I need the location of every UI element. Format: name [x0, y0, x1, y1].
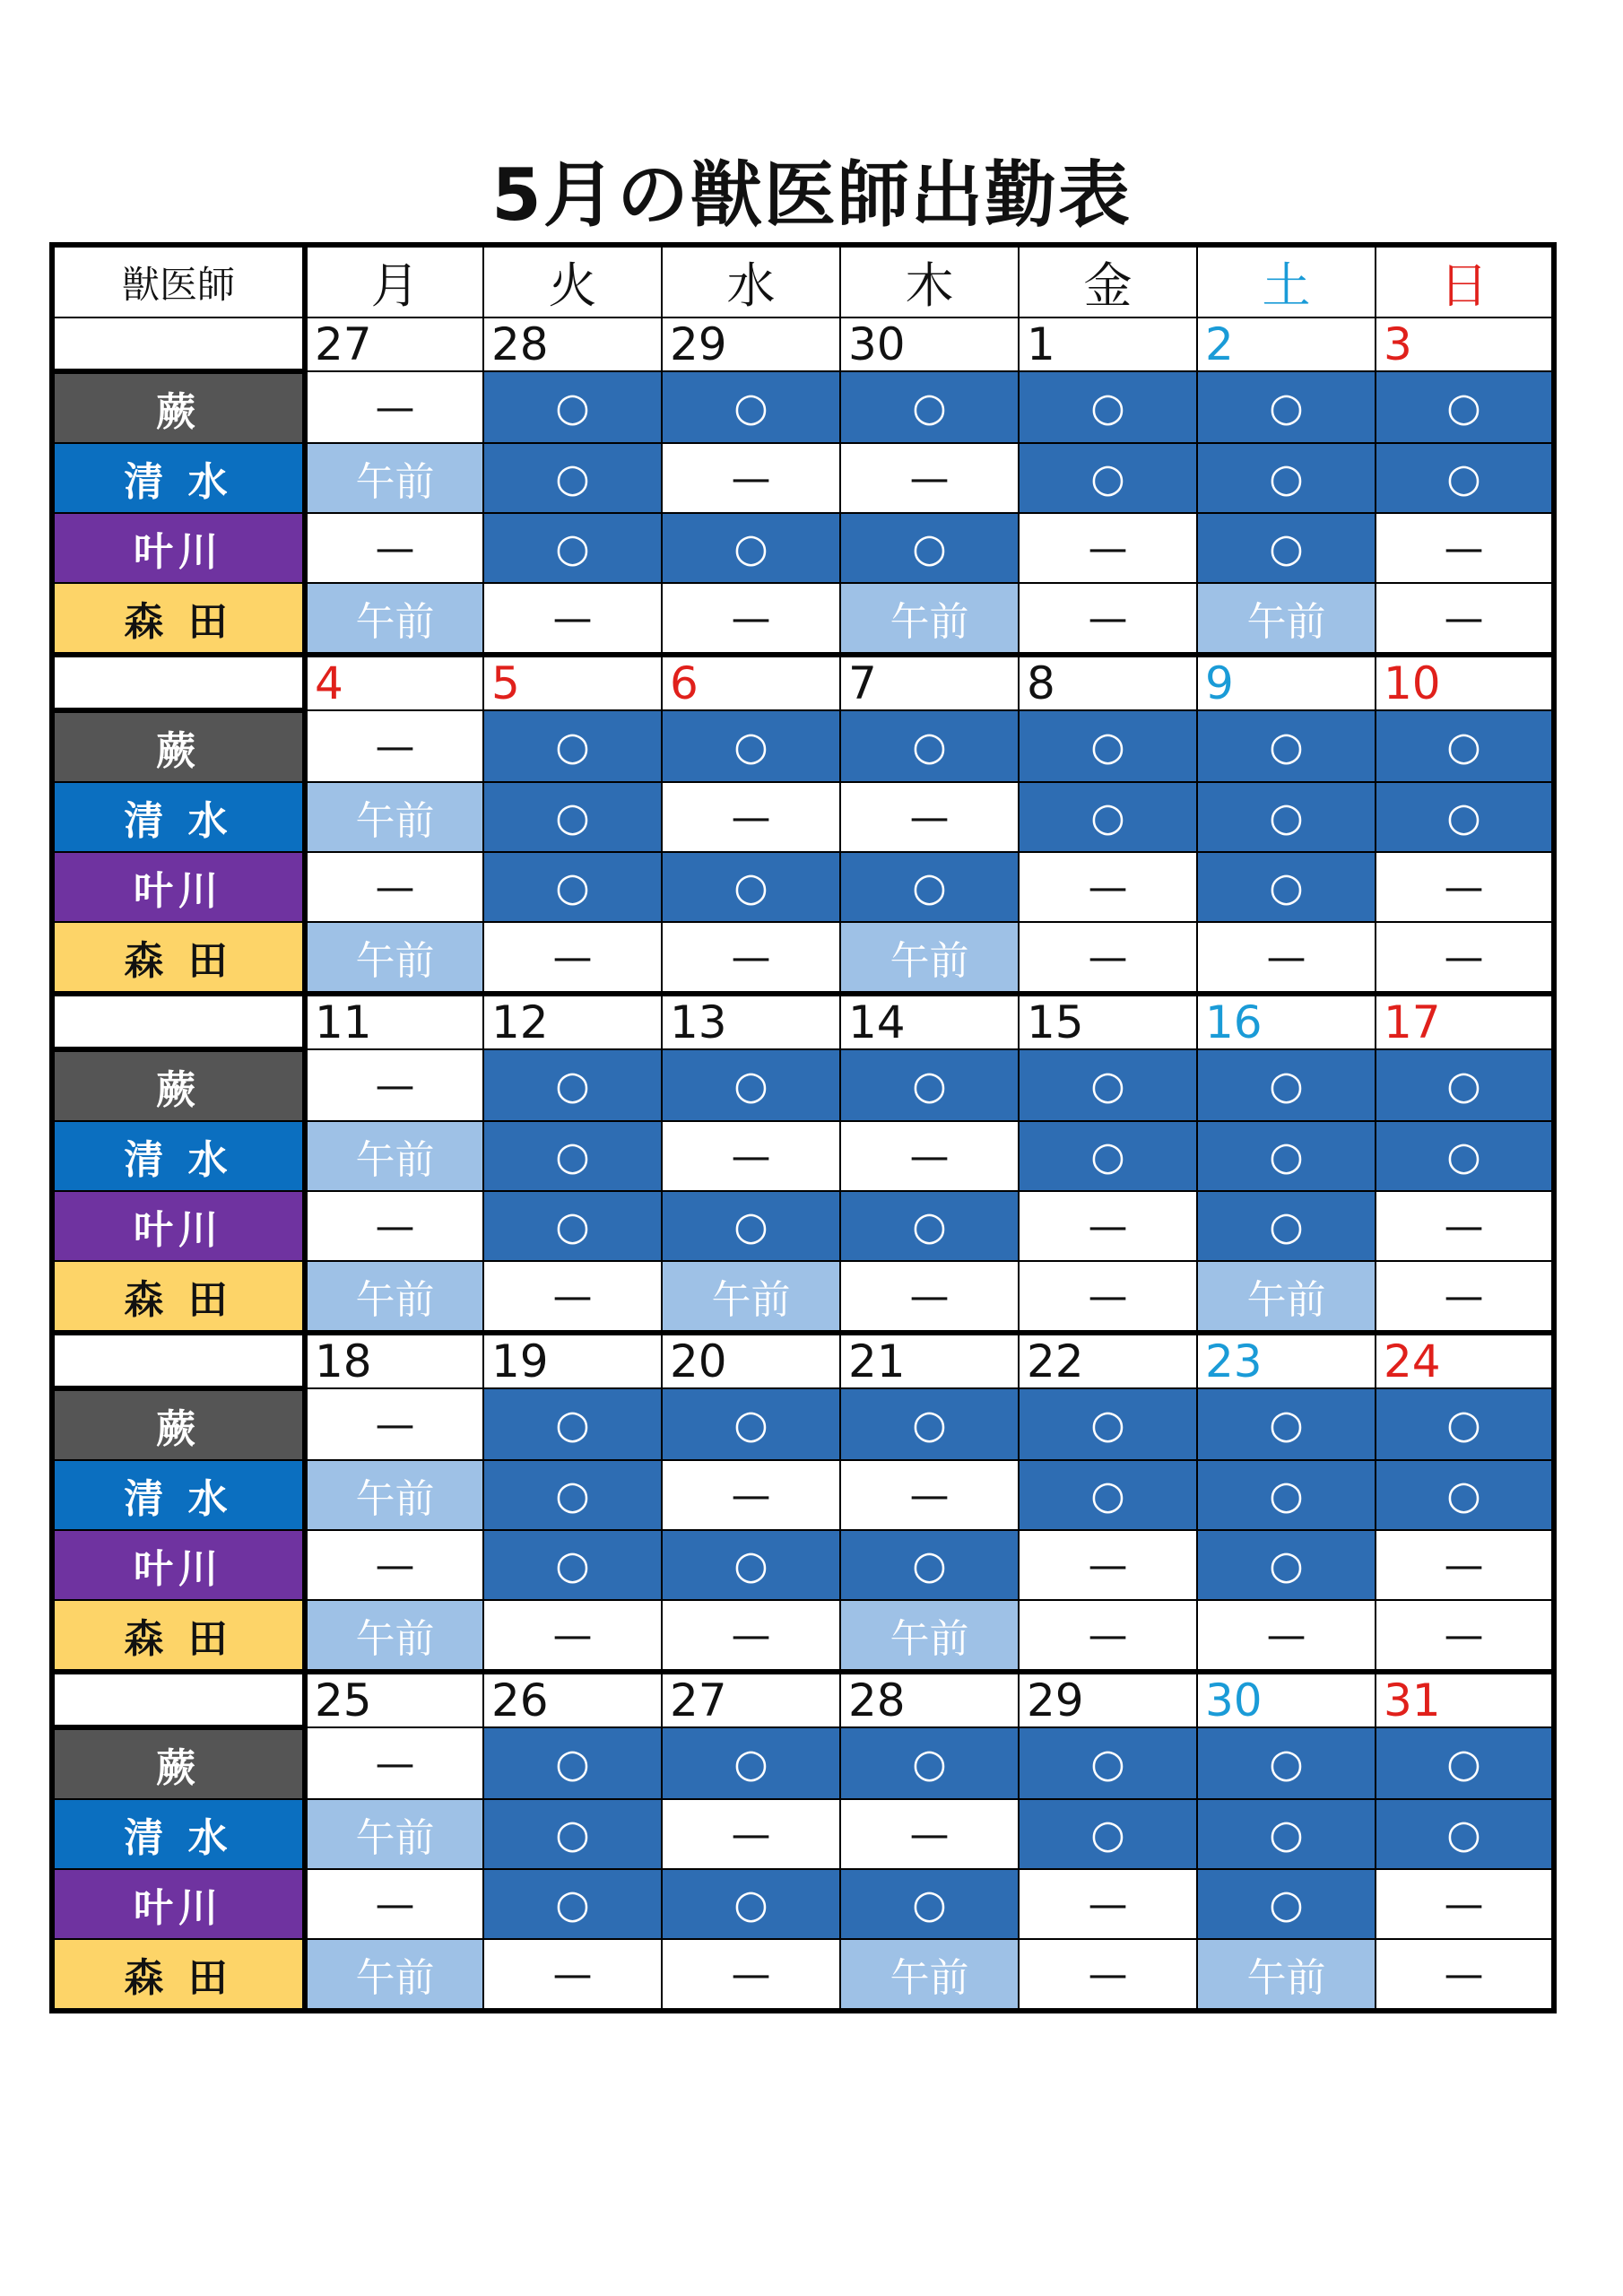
shift-cell: —: [662, 782, 840, 852]
shift-cell: —: [305, 1388, 483, 1460]
date-cell-sat: 30: [1197, 1672, 1376, 1727]
shift-cell: ○: [1197, 443, 1376, 513]
shift-cell: —: [662, 1121, 840, 1191]
vet-row: [52, 513, 1554, 583]
shift-cell: ○: [483, 852, 662, 922]
date-cell-tue: 12: [483, 994, 662, 1049]
date-row-spacer: [52, 1333, 305, 1388]
shift-cell: ○: [483, 710, 662, 782]
date-cell-sat: 16: [1197, 994, 1376, 1049]
vet-name: 蕨: [52, 1049, 305, 1121]
date-cell-mon: 18: [305, 1333, 483, 1388]
shift-cell: 午前: [305, 782, 483, 852]
vet-row: [52, 583, 1554, 655]
vet-name: 清 水: [52, 782, 305, 852]
shift-cell: —: [662, 1939, 840, 2011]
date-row: [52, 317, 1554, 371]
vet-row: [52, 922, 1554, 994]
vet-row: [52, 1261, 1554, 1333]
shift-cell: —: [1019, 922, 1197, 994]
shift-cell: ○: [483, 513, 662, 583]
shift-cell: ○: [1019, 1460, 1197, 1530]
shift-cell: 午前: [305, 443, 483, 513]
date-cell-mon: 27: [305, 317, 483, 371]
vet-row: [52, 1939, 1554, 2011]
shift-cell: ○: [1376, 1799, 1554, 1869]
shift-cell: 午前: [305, 1600, 483, 1672]
shift-cell: ○: [1376, 1049, 1554, 1121]
shift-cell: —: [305, 710, 483, 782]
shift-cell: ○: [662, 1530, 840, 1600]
shift-cell: —: [1376, 513, 1554, 583]
shift-cell: ○: [1197, 1869, 1376, 1939]
date-cell-wed: 13: [662, 994, 840, 1049]
shift-cell: ○: [1197, 1727, 1376, 1799]
weekday-fri: 金: [1019, 245, 1197, 317]
shift-cell: ○: [1197, 1121, 1376, 1191]
shift-cell: ○: [840, 710, 1019, 782]
date-cell-thu: 14: [840, 994, 1019, 1049]
shift-cell: —: [305, 1727, 483, 1799]
shift-cell: —: [840, 443, 1019, 513]
shift-cell: ○: [1019, 1121, 1197, 1191]
shift-cell: —: [1019, 1530, 1197, 1600]
shift-cell: ○: [483, 371, 662, 443]
shift-cell: 午前: [305, 583, 483, 655]
shift-cell: —: [483, 922, 662, 994]
date-cell-thu: 7: [840, 655, 1019, 710]
weekday-mon: 月: [305, 245, 483, 317]
vet-row: [52, 782, 1554, 852]
shift-cell: ○: [483, 1388, 662, 1460]
shift-cell: —: [840, 782, 1019, 852]
date-row-spacer: [52, 994, 305, 1049]
shift-cell: —: [1376, 1939, 1554, 2011]
shift-cell: —: [483, 1939, 662, 2011]
shift-cell: 午前: [305, 1121, 483, 1191]
date-row-spacer: [52, 317, 305, 371]
shift-cell: —: [662, 1600, 840, 1672]
vet-name: 清 水: [52, 1460, 305, 1530]
vet-row: [52, 1600, 1554, 1672]
vet-row: [52, 1530, 1554, 1600]
shift-cell: 午前: [840, 1939, 1019, 2011]
vet-row: [52, 1869, 1554, 1939]
shift-cell: —: [1376, 583, 1554, 655]
date-cell-mon: 25: [305, 1672, 483, 1727]
date-cell-thu: 28: [840, 1672, 1019, 1727]
vet-name: 叶川: [52, 1191, 305, 1261]
vet-name: 蕨: [52, 710, 305, 782]
date-cell-sat: 2: [1197, 317, 1376, 371]
vet-name: 森 田: [52, 1939, 305, 2011]
date-cell-tue: 26: [483, 1672, 662, 1727]
shift-cell: ○: [1019, 1049, 1197, 1121]
shift-cell: —: [483, 1261, 662, 1333]
shift-cell: ○: [1376, 782, 1554, 852]
shift-cell: ○: [840, 1530, 1019, 1600]
shift-cell: —: [662, 583, 840, 655]
vet-row: [52, 1460, 1554, 1530]
shift-cell: ○: [1197, 1388, 1376, 1460]
vet-name: 叶川: [52, 1530, 305, 1600]
shift-cell: ○: [1019, 710, 1197, 782]
shift-cell: ○: [483, 1121, 662, 1191]
shift-cell: —: [662, 922, 840, 994]
vet-name: 森 田: [52, 1261, 305, 1333]
shift-cell: ○: [483, 782, 662, 852]
weekday-header-row: [52, 245, 1554, 317]
shift-cell: 午前: [1197, 583, 1376, 655]
shift-cell: —: [1019, 513, 1197, 583]
vet-name: 森 田: [52, 1600, 305, 1672]
shift-cell: ○: [1019, 1727, 1197, 1799]
shift-cell: —: [1019, 583, 1197, 655]
shift-cell: —: [1019, 1600, 1197, 1672]
shift-cell: ○: [1197, 1460, 1376, 1530]
date-row: [52, 994, 1554, 1049]
shift-cell: ○: [483, 1799, 662, 1869]
date-cell-sat: 23: [1197, 1333, 1376, 1388]
shift-cell: —: [305, 513, 483, 583]
vet-row: [52, 443, 1554, 513]
shift-cell: 午前: [1197, 1261, 1376, 1333]
date-cell-tue: 19: [483, 1333, 662, 1388]
shift-cell: —: [305, 1530, 483, 1600]
shift-cell: ○: [662, 1727, 840, 1799]
date-cell-sun: 24: [1376, 1333, 1554, 1388]
shift-cell: ○: [840, 1191, 1019, 1261]
vet-row: [52, 1388, 1554, 1460]
shift-cell: —: [662, 1460, 840, 1530]
shift-cell: —: [840, 1799, 1019, 1869]
shift-cell: —: [1019, 1869, 1197, 1939]
shift-cell: ○: [662, 710, 840, 782]
date-cell-fri: 22: [1019, 1333, 1197, 1388]
shift-cell: ○: [1197, 1530, 1376, 1600]
vet-row: [52, 1727, 1554, 1799]
shift-cell: —: [1019, 1261, 1197, 1333]
shift-cell: ○: [840, 852, 1019, 922]
shift-cell: ○: [1197, 513, 1376, 583]
vet-name: 森 田: [52, 583, 305, 655]
vet-row: [52, 1799, 1554, 1869]
shift-cell: 午前: [840, 922, 1019, 994]
shift-cell: ○: [1019, 443, 1197, 513]
date-cell-wed: 20: [662, 1333, 840, 1388]
date-cell-sun: 31: [1376, 1672, 1554, 1727]
date-row-spacer: [52, 655, 305, 710]
shift-cell: ○: [483, 1049, 662, 1121]
weekday-sun: 日: [1376, 245, 1554, 317]
date-row: [52, 1672, 1554, 1727]
shift-cell: 午前: [662, 1261, 840, 1333]
shift-cell: ○: [1197, 1191, 1376, 1261]
weekday-tue: 火: [483, 245, 662, 317]
shift-cell: ○: [840, 513, 1019, 583]
shift-cell: ○: [662, 1869, 840, 1939]
shift-cell: —: [840, 1460, 1019, 1530]
shift-cell: ○: [483, 443, 662, 513]
shift-cell: ○: [483, 1191, 662, 1261]
shift-cell: —: [1376, 852, 1554, 922]
date-cell-tue: 28: [483, 317, 662, 371]
shift-cell: ○: [1376, 371, 1554, 443]
date-cell-wed: 29: [662, 317, 840, 371]
date-row-spacer: [52, 1672, 305, 1727]
date-row: [52, 655, 1554, 710]
shift-cell: —: [1376, 1530, 1554, 1600]
shift-cell: ○: [1376, 1121, 1554, 1191]
vet-row: [52, 710, 1554, 782]
vet-column-header: 獣医師: [52, 245, 305, 317]
date-cell-wed: 6: [662, 655, 840, 710]
shift-cell: —: [840, 1121, 1019, 1191]
vet-name: 清 水: [52, 1121, 305, 1191]
date-cell-fri: 8: [1019, 655, 1197, 710]
date-cell-sun: 17: [1376, 994, 1554, 1049]
shift-cell: ○: [840, 1869, 1019, 1939]
vet-name: 森 田: [52, 922, 305, 994]
vet-row: [52, 1191, 1554, 1261]
page-title: 5月の獣医師出勤表: [491, 153, 1132, 237]
shift-cell: —: [483, 1600, 662, 1672]
shift-cell: ○: [840, 1388, 1019, 1460]
weekday-sat: 土: [1197, 245, 1376, 317]
date-cell-sun: 10: [1376, 655, 1554, 710]
date-cell-fri: 1: [1019, 317, 1197, 371]
weekday-wed: 水: [662, 245, 840, 317]
shift-cell: —: [1376, 1600, 1554, 1672]
shift-cell: ○: [483, 1869, 662, 1939]
shift-cell: 午前: [305, 922, 483, 994]
date-row: [52, 1333, 1554, 1388]
shift-cell: —: [305, 1191, 483, 1261]
shift-cell: —: [1019, 1939, 1197, 2011]
date-cell-fri: 15: [1019, 994, 1197, 1049]
shift-cell: ○: [662, 1191, 840, 1261]
shift-cell: ○: [840, 371, 1019, 443]
shift-cell: 午前: [305, 1460, 483, 1530]
shift-cell: ○: [483, 1530, 662, 1600]
date-cell-thu: 30: [840, 317, 1019, 371]
schedule-table: [49, 242, 1557, 2013]
date-cell-thu: 21: [840, 1333, 1019, 1388]
shift-cell: ○: [1376, 443, 1554, 513]
vet-name: 蕨: [52, 371, 305, 443]
vet-row: [52, 1049, 1554, 1121]
shift-cell: ○: [1197, 782, 1376, 852]
shift-cell: —: [1376, 1869, 1554, 1939]
date-cell-tue: 5: [483, 655, 662, 710]
shift-cell: 午前: [305, 1799, 483, 1869]
vet-name: 清 水: [52, 1799, 305, 1869]
shift-cell: —: [1376, 1191, 1554, 1261]
weekday-thu: 木: [840, 245, 1019, 317]
shift-cell: ○: [1197, 710, 1376, 782]
shift-cell: ○: [662, 1388, 840, 1460]
shift-cell: ○: [1019, 782, 1197, 852]
date-cell-mon: 11: [305, 994, 483, 1049]
shift-cell: —: [305, 1049, 483, 1121]
vet-row: [52, 371, 1554, 443]
shift-cell: ○: [840, 1049, 1019, 1121]
date-cell-wed: 27: [662, 1672, 840, 1727]
shift-cell: —: [662, 1799, 840, 1869]
shift-cell: —: [840, 1261, 1019, 1333]
shift-cell: 午前: [305, 1261, 483, 1333]
vet-name: 清 水: [52, 443, 305, 513]
shift-cell: ○: [1376, 1727, 1554, 1799]
shift-cell: ○: [1197, 371, 1376, 443]
shift-cell: 午前: [840, 583, 1019, 655]
date-cell-sat: 9: [1197, 655, 1376, 710]
date-cell-fri: 29: [1019, 1672, 1197, 1727]
shift-cell: ○: [1019, 371, 1197, 443]
vet-name: 蕨: [52, 1727, 305, 1799]
shift-cell: 午前: [305, 1939, 483, 2011]
shift-cell: —: [1197, 922, 1376, 994]
shift-cell: —: [305, 371, 483, 443]
shift-cell: —: [483, 583, 662, 655]
shift-cell: —: [1019, 852, 1197, 922]
shift-cell: ○: [840, 1727, 1019, 1799]
shift-cell: ○: [1197, 1049, 1376, 1121]
shift-cell: ○: [1197, 1799, 1376, 1869]
shift-cell: —: [1197, 1600, 1376, 1672]
vet-name: 叶川: [52, 513, 305, 583]
shift-cell: —: [305, 852, 483, 922]
shift-cell: —: [662, 443, 840, 513]
shift-cell: ○: [483, 1727, 662, 1799]
shift-cell: ○: [662, 852, 840, 922]
shift-cell: —: [1019, 1191, 1197, 1261]
shift-cell: ○: [1376, 1388, 1554, 1460]
date-cell-sun: 3: [1376, 317, 1554, 371]
shift-cell: —: [1376, 1261, 1554, 1333]
shift-cell: ○: [662, 513, 840, 583]
shift-cell: ○: [1197, 852, 1376, 922]
shift-cell: —: [1376, 922, 1554, 994]
shift-cell: 午前: [840, 1600, 1019, 1672]
vet-row: [52, 852, 1554, 922]
shift-cell: ○: [1019, 1388, 1197, 1460]
shift-cell: ○: [1376, 710, 1554, 782]
vet-name: 叶川: [52, 852, 305, 922]
shift-cell: ○: [1019, 1799, 1197, 1869]
shift-cell: —: [305, 1869, 483, 1939]
date-cell-mon: 4: [305, 655, 483, 710]
shift-cell: ○: [662, 1049, 840, 1121]
shift-cell: ○: [483, 1460, 662, 1530]
vet-name: 叶川: [52, 1869, 305, 1939]
shift-cell: 午前: [1197, 1939, 1376, 2011]
vet-row: [52, 1121, 1554, 1191]
shift-cell: ○: [662, 371, 840, 443]
vet-name: 蕨: [52, 1388, 305, 1460]
shift-cell: ○: [1376, 1460, 1554, 1530]
